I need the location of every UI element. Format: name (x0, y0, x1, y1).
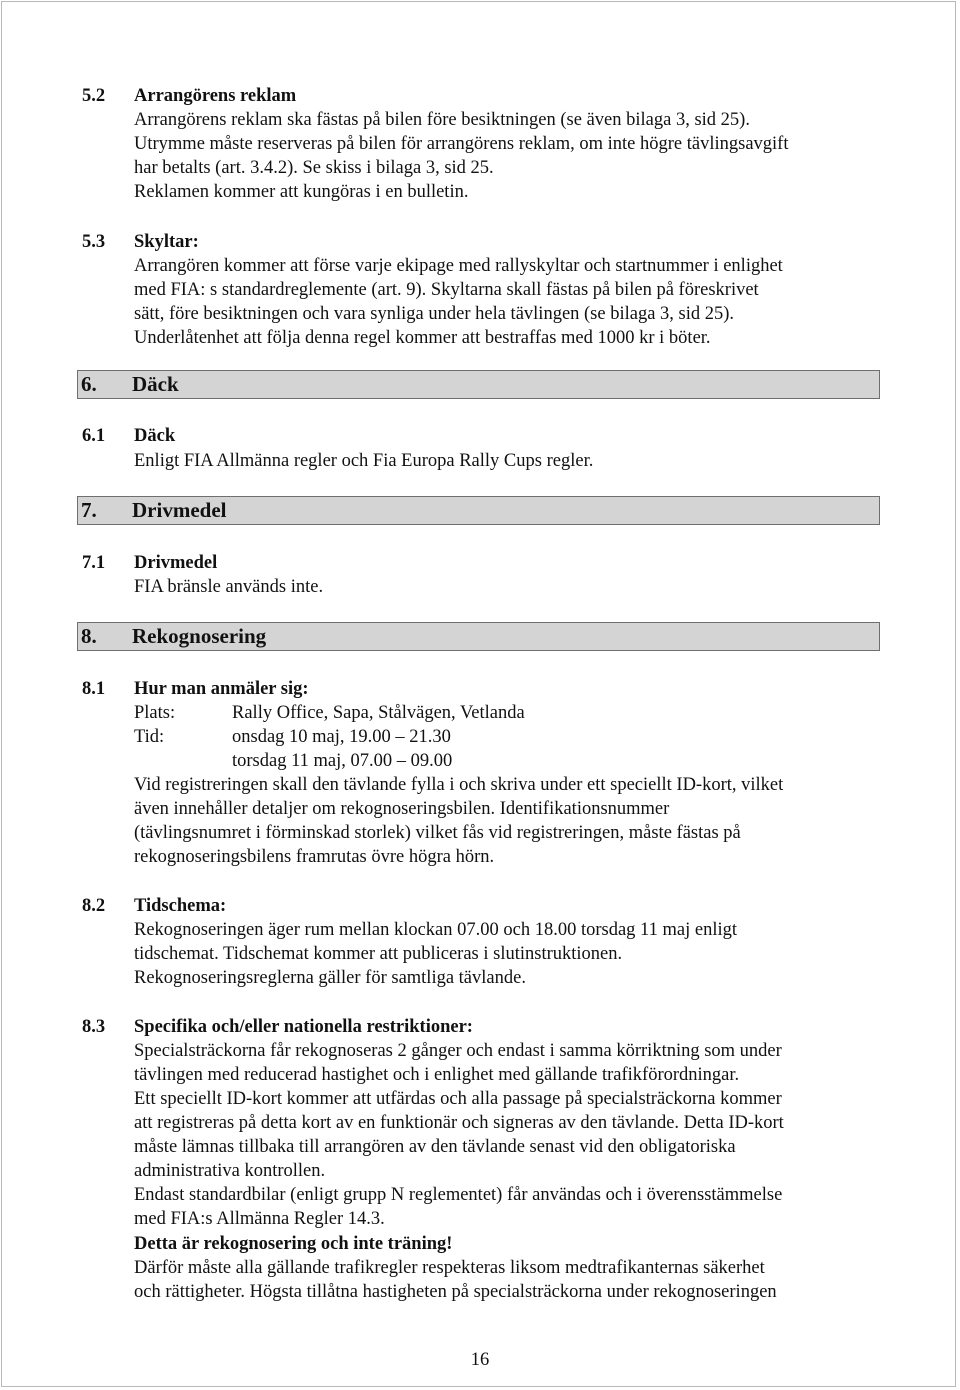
chapter-8-heading (77, 622, 880, 651)
section-8-3-line: Ett speciellt ID-kort kommer att utfärdas och alla passage på specialsträckorna kommer (134, 1089, 782, 1109)
section-8-3-line: Endast standardbilar (enligt grupp N reglementet) får användas och i överensstämmelse (134, 1185, 783, 1205)
section-8-1-line: Vid registreringen skall den tävlande fylla i och skriva under ett speciellt ID-kort, vilket (134, 775, 784, 795)
section-5-3-number: 5.3 (82, 232, 106, 252)
plats-value: Rally Office, Sapa, Stålvägen, Vetlanda (232, 703, 525, 723)
section-5-3-line: sätt, före besiktningen och vara synliga under hela tävlingen (se bilaga 3, sid 25). (134, 304, 735, 324)
section-8-1-number: 8.1 (82, 679, 106, 699)
section-8-3-line: med FIA:s Allmänna Regler 14.3. (134, 1209, 385, 1229)
page-number: 16 (470, 1350, 490, 1370)
section-5-2-line: Reklamen kommer att kungöras i en bulletin. (134, 182, 469, 202)
section-8-3-line: och rättigheter. Högsta tillåtna hastigheten på specialsträckorna under rekognoseringen (134, 1282, 777, 1302)
section-8-1-title: Hur man anmäler sig: (134, 679, 309, 699)
plats-label: Plats: (134, 703, 176, 723)
chapter-8-number: 8. (81, 624, 97, 648)
section-5-2-title: Arrangörens reklam (134, 86, 297, 106)
section-8-1-line: rekognoseringsbilens framrutas övre högra hörn. (134, 847, 495, 867)
section-8-2-title: Tidschema: (134, 896, 227, 916)
section-6-1-number: 6.1 (82, 426, 106, 446)
section-5-3-line: Underlåtenhet att följa denna regel kommer att bestraffas med 1000 kr i böter. (134, 328, 711, 348)
section-8-3-title: Specifika och/eller nationella restriktioner: (134, 1017, 473, 1037)
tid-value: onsdag 10 maj, 19.00 – 21.30 (232, 727, 451, 747)
section-5-2-number: 5.2 (82, 86, 106, 106)
section-6-1-title: Däck (134, 426, 176, 446)
chapter-7-title: Drivmedel (132, 498, 227, 522)
section-8-2-line: Rekognoseringen äger rum mellan klockan 07.00 och 18.00 torsdag 11 maj enligt (134, 920, 737, 940)
section-8-3-line: Därför måste alla gällande trafikregler respekteras liksom medtrafikanternas säkerhet (134, 1258, 765, 1278)
chapter-7-number: 7. (81, 498, 97, 522)
chapter-6-heading (77, 370, 880, 399)
section-7-1-line: FIA bränsle används inte. (134, 577, 324, 597)
chapter-6-title: Däck (132, 372, 179, 396)
section-7-1-title: Drivmedel (134, 553, 218, 573)
section-8-2-number: 8.2 (82, 896, 106, 916)
section-5-2-line: Arrangörens reklam ska fästas på bilen före besiktningen (se även bilaga 3, sid 25). (134, 110, 750, 130)
section-7-1-number: 7.1 (82, 553, 106, 573)
section-8-1-line: även innehåller detaljer om rekognoseringsbilen. Identifikationsnummer (134, 799, 670, 819)
chapter-7-heading (77, 496, 880, 525)
tid-label: Tid: (134, 727, 165, 747)
section-5-2-line: Utrymme måste reserveras på bilen för arrangörens reklam, om inte högre tävlingsavgift (134, 134, 789, 154)
tid-value: torsdag 11 maj, 07.00 – 09.00 (232, 751, 453, 771)
section-8-2-line: tidschemat. Tidschemat kommer att publiceras i slutinstruktionen. (134, 944, 623, 964)
section-5-3-line: Arrangören kommer att förse varje ekipage med rallyskyltar och startnummer i enlighet (134, 256, 783, 276)
section-5-3-line: med FIA: s standardreglemente (art. 9). Skyltarna skall fästas på bilen på föreskrivet (134, 280, 759, 300)
chapter-8-title: Rekognosering (132, 624, 267, 648)
section-5-2-line: har betalts (art. 3.4.2). Se skiss i bilaga 3, sid 25. (134, 158, 494, 178)
section-8-3-number: 8.3 (82, 1017, 106, 1037)
section-8-3-line: administrativa kontrollen. (134, 1161, 326, 1181)
section-8-3-line: måste lämnas tillbaka till arrangören av den tävlande senast vid den obligatoriska (134, 1137, 736, 1157)
chapter-6-number: 6. (81, 372, 97, 396)
section-8-3-line: Specialsträckorna får rekognoseras 2 gånger och endast i samma körriktning som under (134, 1041, 782, 1061)
section-8-3-line: att registreras på detta kort av en funktionär och signeras av den tävlande. Detta ID-kort (134, 1113, 784, 1133)
section-8-1-line: (tävlingsnumret i förminskad storlek) vilket fås vid registreringen, måste fästas på (134, 823, 741, 843)
section-6-1-line: Enligt FIA Allmänna regler och Fia Europa Rally Cups regler. (134, 451, 594, 471)
section-8-3-line: tävlingen med reducerad hastighet och i enlighet med gällande trafikförordningar. (134, 1065, 740, 1085)
section-8-2-line: Rekognoseringsreglerna gäller för samtliga tävlande. (134, 968, 526, 988)
section-5-3-title: Skyltar: (134, 232, 199, 252)
bold-warning: Detta är rekognosering och inte träning! (134, 1234, 453, 1254)
